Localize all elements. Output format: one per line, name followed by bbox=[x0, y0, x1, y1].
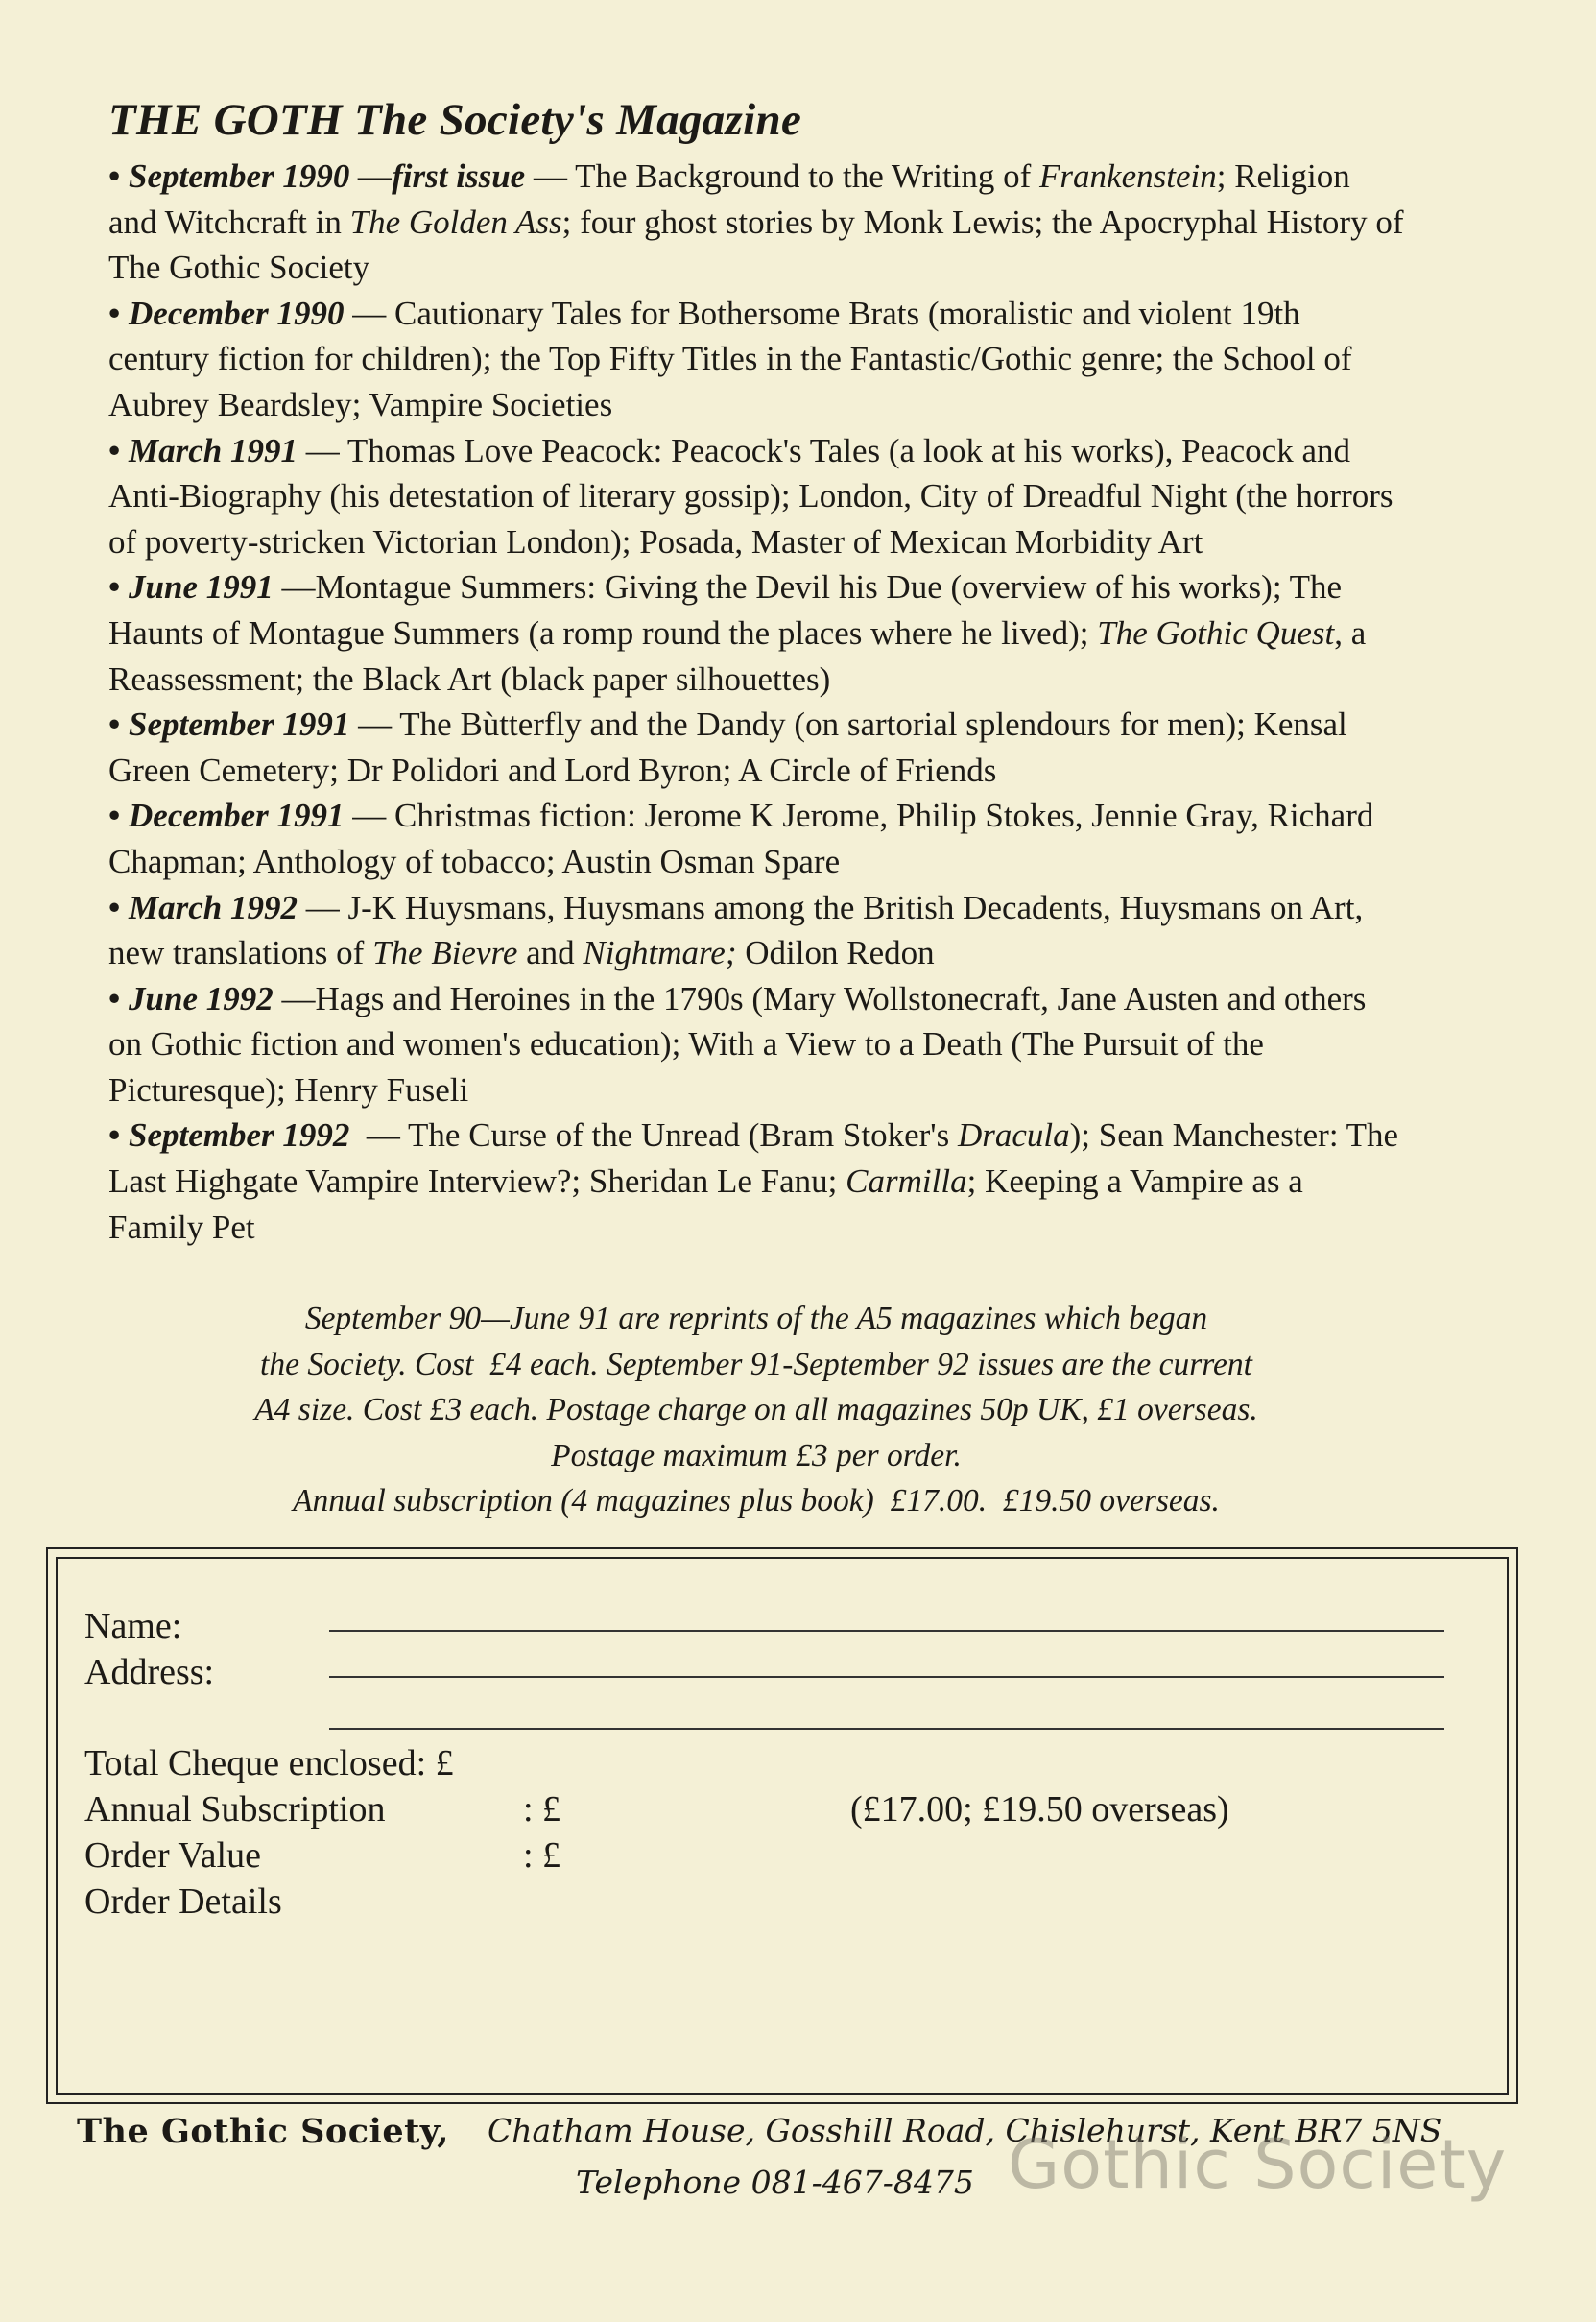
issue-separator: — bbox=[273, 979, 316, 1017]
bullet: • bbox=[108, 1116, 121, 1155]
bullet: • bbox=[108, 797, 121, 835]
issue-separator: — bbox=[349, 706, 400, 744]
order-value-label: Order Value bbox=[84, 1835, 261, 1876]
pricing-note-line: A4 size. Cost £3 each. Postage charge on all magazines 50p UK, £1 overseas. bbox=[254, 1392, 1258, 1428]
bullet: • bbox=[108, 431, 121, 469]
issue-separator: — bbox=[349, 1116, 409, 1155]
annual-subscription-note: (£17.00; £19.50 overseas) bbox=[850, 1789, 1229, 1830]
bullet: • bbox=[108, 294, 121, 332]
issue-entry bbox=[108, 154, 1404, 291]
issue-title-italic: The Gothic Quest bbox=[1097, 613, 1335, 652]
pricing-notes bbox=[108, 1296, 1404, 1524]
issue-entry bbox=[108, 1113, 1404, 1250]
pricing-note-line: Postage maximum £3 per order. bbox=[551, 1437, 962, 1473]
issue-title-italic: Frankenstein bbox=[1039, 157, 1217, 195]
page-title: THE GOTH The Society's Magazine bbox=[108, 95, 802, 145]
name-label: Name: bbox=[84, 1606, 182, 1646]
issue-entry bbox=[108, 793, 1404, 884]
issue-date: September 1992 bbox=[129, 1116, 350, 1155]
annual-subscription-label: Annual Subscription bbox=[84, 1789, 386, 1830]
issue-date: March 1991 bbox=[129, 431, 298, 469]
issue-text: The Curse of the Unread (Bram Stoker's bbox=[408, 1116, 958, 1155]
issue-text: Thomas Love Peacock: Peacock's Tales (a look at his works), Peacock and Anti-Biography (his detestation of literary gossip); London, City of Dreadful Night (the horrors of poverty-stricken Victorian London); Posada, Master of Mexican Morbidity Art bbox=[108, 431, 1394, 561]
issue-title-italic: Dracula bbox=[958, 1116, 1070, 1155]
pricing-note-line: the Society. Cost £4 each. September 91-September 92 issues are the current bbox=[260, 1346, 1252, 1382]
bullet: • bbox=[108, 706, 121, 744]
total-cheque-label: Total Cheque enclosed: £ bbox=[84, 1743, 454, 1783]
issue-text: J-K Huysmans, Huysmans among the British Decadents, Huysmans on Art, new translations of bbox=[108, 888, 1364, 972]
issue-entry bbox=[108, 885, 1404, 976]
issue-title-italic: The Golden Ass bbox=[349, 203, 562, 241]
address-field-line-2[interactable] bbox=[329, 1728, 1444, 1730]
issue-text: ; Religion and Witchcraft in bbox=[108, 157, 1350, 241]
address-field-line-1[interactable] bbox=[329, 1676, 1444, 1678]
annual-subscription-currency: : £ bbox=[523, 1789, 561, 1830]
issue-list bbox=[108, 154, 1404, 1250]
pricing-note-line: Annual subscription (4 magazines plus book) £17.00. £19.50 overseas. bbox=[293, 1483, 1220, 1520]
bullet: • bbox=[108, 568, 121, 607]
issue-text: ; four ghost stories by Monk Lewis; the Apocryphal History of The Gothic Society bbox=[108, 203, 1404, 287]
issue-separator: — bbox=[273, 568, 316, 607]
order-value-currency: : £ bbox=[523, 1835, 561, 1876]
issue-separator: — bbox=[344, 294, 395, 332]
issue-title-italic: Carmilla bbox=[846, 1162, 967, 1201]
issue-entry bbox=[108, 291, 1404, 428]
issue-date: March 1992 bbox=[129, 888, 298, 926]
issue-separator: — bbox=[298, 888, 348, 926]
issue-date: June 1991 bbox=[129, 568, 274, 607]
issue-text: The Bùtterfly and the Dandy (on sartorial splendours for men); Kensal Green Cemetery; Dr Polidori and Lord Byron; A Circle of Friends bbox=[108, 706, 1347, 789]
issue-date: June 1992 bbox=[129, 979, 274, 1017]
bullet: • bbox=[108, 888, 121, 926]
issue-entry bbox=[108, 428, 1404, 565]
issue-date: December 1990 bbox=[129, 294, 345, 332]
issue-text: ; Keeping a Vampire as a Family Pet bbox=[108, 1162, 1303, 1246]
issue-text: Odilon Redon bbox=[736, 934, 935, 972]
issue-text: The Background to the Writing of bbox=[575, 157, 1040, 195]
issue-title-italic: Nightmare; bbox=[583, 934, 737, 972]
name-field[interactable] bbox=[329, 1630, 1444, 1632]
society-telephone: Telephone 081-467-8475 bbox=[576, 2164, 974, 2201]
bullet: • bbox=[108, 979, 121, 1017]
issue-entry bbox=[108, 564, 1404, 702]
issue-text: Christmas fiction: Jerome K Jerome, Philip Stokes, Jennie Gray, Richard Chapman; Anthology of tobacco; Austin Osman Spare bbox=[108, 797, 1374, 880]
pricing-note-line: September 90—June 91 are reprints of the A5 magazines which began bbox=[304, 1301, 1208, 1336]
issue-title-italic: The Bievre bbox=[372, 934, 518, 972]
bullet: • bbox=[108, 157, 121, 195]
issue-text: Montague Summers: Giving the Devil his Due (overview of his works); The Haunts of Montague Summers (a romp round the places where he lived); bbox=[108, 568, 1343, 652]
order-details-label: Order Details bbox=[84, 1881, 282, 1922]
society-name: The Gothic Society, bbox=[77, 2112, 449, 2151]
issue-date: September 1991 bbox=[129, 706, 350, 744]
address-label: Address: bbox=[84, 1652, 215, 1692]
society-address: Chatham House, Gosshill Road, Chislehurst, Kent BR7 5NS bbox=[488, 2112, 1442, 2149]
issue-separator: — bbox=[298, 431, 347, 469]
issue-text: and bbox=[517, 934, 584, 972]
issue-separator: — bbox=[344, 797, 395, 835]
issue-date: December 1991 bbox=[129, 797, 345, 835]
issue-separator: — bbox=[525, 157, 576, 195]
issue-date: September 1990 —first issue bbox=[129, 157, 526, 195]
issue-text: Cautionary Tales for Bothersome Brats (moralistic and violent 19th century fiction for children); the Top Fifty Titles in the Fantastic/Gothic genre; the School of Aubrey Beardsley; Vampire Societies bbox=[108, 294, 1352, 423]
issue-entry bbox=[108, 702, 1404, 793]
issue-text: Hags and Heroines in the 1790s (Mary Wollstonecraft, Jane Austen and others on Gothic fiction and women's education); With a View to a Death (The Pursuit of the Picturesque); Henry Fuseli bbox=[108, 979, 1367, 1109]
watermark: Gothic Society bbox=[1008, 2125, 1508, 2204]
issue-text: ); Sean Manchester: The Last Highgate Vampire Interview?; Sheridan Le Fanu; bbox=[108, 1116, 1399, 1201]
issue-entry bbox=[108, 976, 1404, 1113]
issue-text: , a Reassessment; the Black Art (black paper silhouettes) bbox=[108, 613, 1367, 698]
